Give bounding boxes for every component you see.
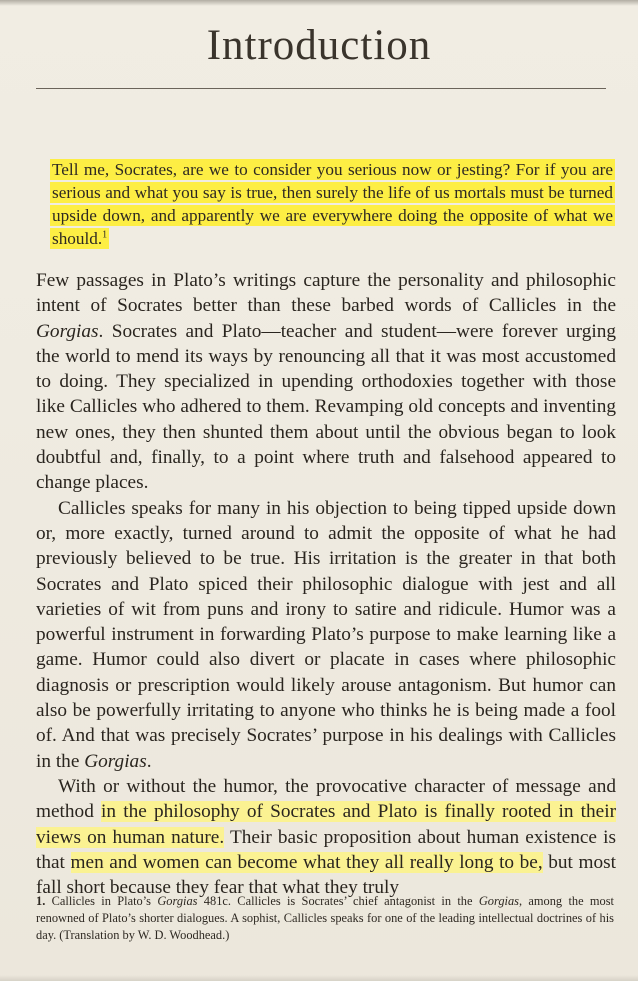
footnote-italic-1: Gorgias [157,894,198,908]
paragraph-3 [36,774,616,900]
paragraph-3-highlight-1: in the philosophy of Socrates and Plato is finally rooted in their views on human nature. [36,801,616,848]
paragraph-2-text-a: Callicles speaks for many in his objection to being tipped upside down or, more exactly, turned around to admit the opposite of what he had previously believed to be true. His irritation is the greater in that both Socrates and Plato spiced their philosophic dialogue with jest and all varieties of wit from puns and irony to satire and ridicule. Humor was a powerful instrument in forwarding Plato’s purpose to make learning like a game. Humor could also divert or placate in cases where philosophic diagnosis or prescription would likely arouse antagonism. But humor can also be powerfully irritating to anyone who thinks he is being made a fool of. And that was precisely Socrates’ purpose in his dealings with Callicles in the [36,497,616,772]
footnote-rule [36,878,611,879]
epigraph-highlight [50,159,615,249]
paragraph-1-italic: Gorgias [36,320,99,342]
epigraph-note-ref: 1 [102,229,108,241]
footnote-text-2: 481c. Callicles is Socrates’ chief antagonist in the [197,894,479,908]
paragraph-3-highlight-2: men and women can become what they all really long to be, [70,851,543,873]
paragraph-2-text-b: . [146,750,152,772]
epigraph-text: Tell me, Socrates, are we to consider you serious now or jesting? For if you are serious and what you say is true, then surely the life of us mortals must be turned upside down, and apparently we are everywhere doing the opposite of what we should. [52,160,613,248]
paragraph-2-italic: Gorgias [84,750,147,772]
body-text [36,268,616,900]
paragraph-2 [36,496,616,774]
page-bottom-shade [0,975,638,981]
footnote [36,893,614,944]
paragraph-1-text-a: Few passages in Plato’s writings capture the personality and philosophic intent of Socrates better than these barbed words of Callicles in the [36,270,616,317]
paragraph-1-text-b: . Socrates and Plato—teacher and student—were forever urging the world to mend its ways by renouncing all that it was most accustomed to doing. They specialized in upending orthodoxies together with those like Callicles who adhered to them. Revamping old concepts and inventing new ones, they then shunted them about until the obvious began to look doubtful and, finally, to a point where truth and falsehood appeared to change places. [36,320,616,494]
footnote-italic-2: Gorgias [478,894,519,908]
paragraph-3-text-b: Their basic proposition about human existence is that [36,826,616,873]
chapter-title: Introduction [206,22,432,69]
paragraph-3-text-a: With or without the humor, the provocative character of message and method [36,775,616,823]
paragraph-3-text-c: but most fall short because they fear that what they truly [36,851,617,899]
epigraph [50,158,615,250]
footnote-text-3: , among the most renowned of Plato’s shorter dialogues. A sophist, Callicles speaks for one of the leading intellectual doctrines of his day. (Translation by W. D. Woodhead.) [36,894,614,942]
paragraph-1 [36,268,616,496]
title-rule [36,88,606,89]
page-top-shadow [0,0,638,6]
footnote-number: 1. [36,894,46,908]
footnote-text-1: Callicles in Plato’s [45,894,158,908]
